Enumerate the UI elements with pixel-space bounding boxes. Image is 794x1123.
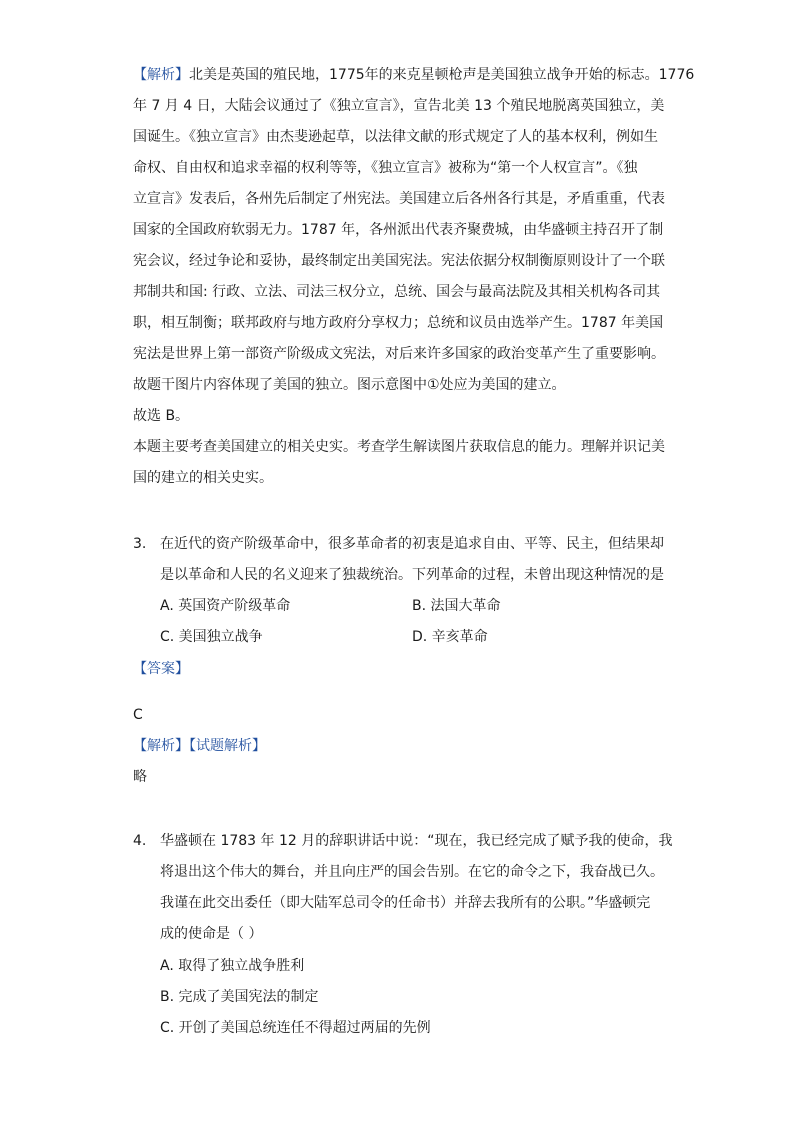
analysis-line: 国诞生。《独立宣言》由杰斐逊起草，以法律文献的形式规定了人的基本权利，例如生 (133, 129, 658, 145)
analysis-line: 宪会议，经过争论和妥协，最终制定出美国宪法。宪法依据分权制衡原则设计了一个联 (133, 253, 665, 269)
question-4-option-b: B. 完成了美国宪法的制定 (160, 989, 319, 1005)
analysis-line: 邦制共和国: 行政、立法、司法三权分立，总统、国会与最高法院及其相关机构各司其 (133, 284, 661, 300)
question-3-number: 3. (133, 536, 147, 552)
analysis-tag: 【解析】 (133, 67, 189, 83)
question-3-options-row-2 (160, 622, 680, 653)
answer-value: C (133, 707, 143, 723)
question-3-stem: 在近代的资产阶级革命中，很多革命者的初衷是追求自由、平等、民主，但结果却 是以革命和人民的名义迎来了独裁统治。下列革命的过程，未曾出现这种情况的是 (160, 536, 664, 583)
question-4-option-a: A. 取得了独立战争胜利 (160, 958, 305, 974)
option-a: A. 英国资产阶级革命 (160, 598, 291, 614)
analysis-top-block (133, 60, 695, 494)
q3-analysis-text: 略 (133, 769, 147, 785)
analysis-line: 宪法是世界上第一部资产阶级成文宪法，对后来许多国家的政治变革产生了重要影响。 (133, 346, 665, 362)
analysis-line: 国的建立的相关史实。 (133, 470, 273, 486)
analysis-line: 故题干图片内容体现了美国的独立。图示意图中①处应为美国的建立。 (133, 377, 566, 393)
option-b: B. 法国大革命 (412, 598, 501, 614)
question-4-option-c: C. 开创了美国总统连任不得超过两届的先例 (160, 1020, 431, 1036)
question-4-number: 4. (133, 833, 147, 849)
answer-tag: 【答案】 (133, 661, 189, 677)
analysis-line: 职，相互制衡；联邦政府与地方政府分享权力；总统和议员由选举产生。1787 年美国 (133, 315, 664, 331)
analysis-line: 故选 B。 (133, 408, 190, 424)
analysis-line: 国家的全国政府软弱无力。1787 年，各州派出代表齐聚费城，由华盛顿主持召开了制 (133, 222, 664, 238)
analysis-line: 立宣言》发表后，各州先后制定了州宪法。美国建立后各州各行其是，矛盾重重，代表 (133, 191, 665, 207)
analysis-line: 【解析】北美是英国的殖民地，1775年的来克星顿枪声是美国独立战争开始的标志。1776 (133, 67, 695, 83)
analysis-line: 年 7 月 4 日，大陆会议通过了《独立宣言》，宣告北美 13 个殖民地脱离英国独立，美 (133, 98, 665, 114)
option-d: D. 辛亥革命 (412, 629, 488, 645)
analysis-line: 本题主要考查美国建立的相关史实。考查学生解读图片获取信息的能力。理解并识记美 (133, 439, 665, 455)
question-3-options-row-1 (160, 591, 680, 622)
option-c: C. 美国独立战争 (160, 629, 263, 645)
q3-analysis-tag: 【解析】【试题解析】 (133, 738, 266, 754)
question-4-stem: 华盛顿在 1783 年 12 月的辞职讲话中说：“现在，我已经完成了赋予我的使命，我 将退出这个伟大的舞台，并且向庄严的国会告别。在它的命令之下，我奋战已久。 我谨在此交出委任（即大陆军总司令的任命书）并辞去我所有的公职。”华盛顿完 成的使命是（ ） (160, 833, 673, 942)
analysis-line: 命权、自由权和追求幸福的权利等等，《独立宣言》被称为“第一个人权宣言”。《独 (133, 160, 638, 176)
